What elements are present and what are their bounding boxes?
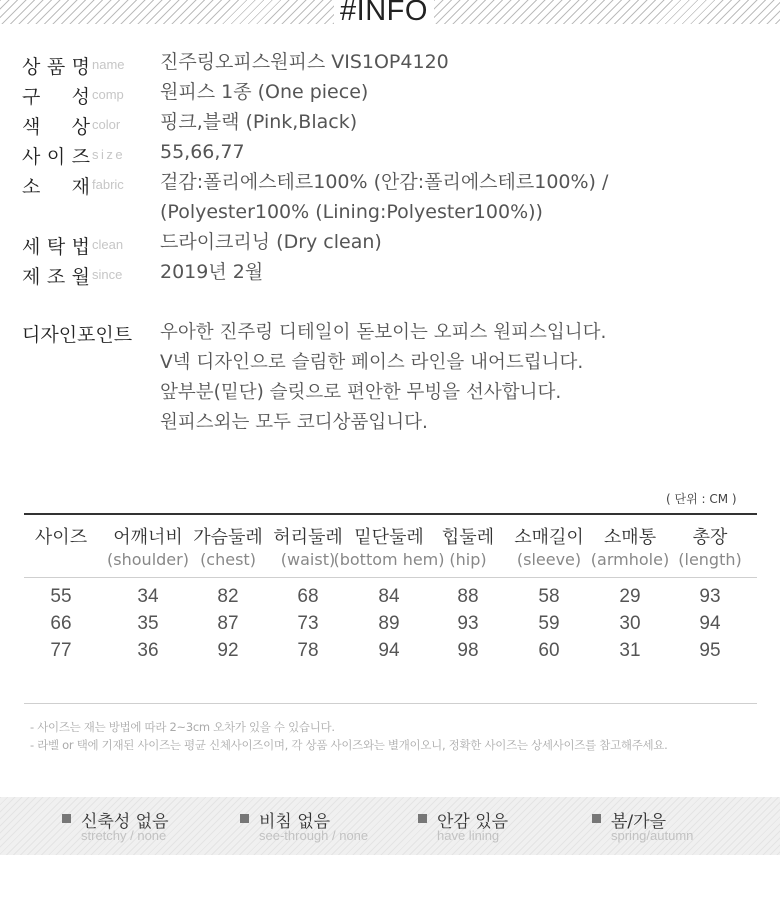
spec-value-line: 2019년 2월 bbox=[160, 261, 264, 283]
size-cell: 36 bbox=[137, 640, 159, 661]
spec-label-char: 즈 bbox=[71, 146, 90, 168]
size-col-subheader: (hip) bbox=[449, 550, 487, 569]
spec-label-char: 법 bbox=[71, 236, 90, 258]
size-col-header: 힙둘레 bbox=[441, 527, 495, 548]
spec-value-line: 겉감:폴리에스테르100% (안감:폴리에스테르100%) / bbox=[160, 171, 609, 193]
size-cell: 55 bbox=[50, 586, 72, 607]
spec-label-char: 성 bbox=[71, 86, 90, 108]
size-col-header: 총장 bbox=[692, 527, 728, 548]
spec-value-name bbox=[160, 47, 449, 77]
spec-label-char: 제 bbox=[22, 266, 41, 288]
spec-label-char: 소 bbox=[22, 176, 41, 198]
spec-en-comp: comp bbox=[92, 87, 124, 102]
size-col-subheader: (bottom hem) bbox=[333, 550, 445, 569]
size-col-subheader: (shoulder) bbox=[107, 550, 189, 569]
spec-label-char: 색 bbox=[22, 116, 41, 138]
spec-label-char: 탁 bbox=[46, 236, 66, 258]
size-cell: 58 bbox=[538, 586, 560, 607]
size-col-header: 밑단둘레 bbox=[354, 527, 424, 548]
size-cell: 35 bbox=[137, 613, 159, 634]
size-cell: 87 bbox=[217, 613, 239, 634]
size-cell: 34 bbox=[137, 586, 159, 607]
size-cell: 59 bbox=[538, 613, 560, 634]
size-cell: 98 bbox=[457, 640, 479, 661]
info-header bbox=[0, 0, 780, 27]
size-cell: 94 bbox=[699, 613, 721, 634]
design-point-line: 원피스외는 모두 코디상품입니다. bbox=[160, 412, 428, 433]
table-top-rule bbox=[24, 513, 757, 515]
spec-label-color bbox=[22, 112, 90, 139]
spec-value-since bbox=[160, 257, 263, 287]
feature-sub: have lining bbox=[437, 828, 500, 843]
spec-value-line: 진주링오피스원피스 VIS1OP4120 bbox=[160, 51, 449, 73]
design-point-line: 앞부분(밑단) 슬릿으로 편안한 무빙을 선사합니다. bbox=[160, 382, 562, 403]
size-cell: 82 bbox=[217, 586, 239, 607]
spec-en-clean: clean bbox=[92, 237, 124, 252]
spec-label-char: 상 bbox=[22, 56, 41, 78]
square-bullet-icon bbox=[240, 814, 249, 823]
size-cell: 84 bbox=[378, 586, 400, 607]
feature-label: 비침 없음 bbox=[259, 812, 331, 832]
size-cell: 93 bbox=[699, 586, 721, 607]
spec-en-color: color bbox=[92, 117, 121, 132]
feature-label: 봄/가을 bbox=[611, 812, 666, 832]
size-unit-label: ( 단위 : CM ) bbox=[666, 492, 737, 506]
feature-bar bbox=[0, 797, 780, 855]
design-point-line: V넥 디자인으로 슬림한 페이스 라인을 내어드립니다. bbox=[160, 352, 584, 373]
size-cell: 94 bbox=[378, 640, 400, 661]
feature-label: 안감 있음 bbox=[437, 812, 509, 832]
square-bullet-icon bbox=[592, 814, 601, 823]
size-cell: 77 bbox=[50, 640, 72, 661]
size-cell: 89 bbox=[378, 613, 400, 634]
feature-sub: stretchy / none bbox=[81, 828, 167, 843]
spec-label-char: 재 bbox=[71, 176, 90, 198]
size-cell: 68 bbox=[297, 586, 319, 607]
feature-label: 신축성 없음 bbox=[81, 812, 169, 832]
spec-label-since bbox=[22, 262, 90, 289]
spec-value-fabric bbox=[160, 167, 608, 227]
size-col-header: 소매통 bbox=[603, 527, 657, 548]
spec-label-char: 품 bbox=[46, 56, 66, 78]
design-point-label: 디자인포인트 bbox=[22, 324, 133, 346]
size-cell: 30 bbox=[619, 613, 641, 634]
spec-value-color bbox=[160, 107, 357, 137]
size-cell: 93 bbox=[457, 613, 479, 634]
spec-en-size: size bbox=[92, 147, 126, 162]
size-col-subheader: (waist) bbox=[280, 550, 336, 569]
size-note: - 사이즈는 재는 방법에 따라 2~3cm 오차가 있을 수 있습니다. bbox=[30, 720, 335, 734]
header-hatch-left bbox=[0, 0, 334, 24]
size-col-header: 가슴둘레 bbox=[193, 527, 263, 548]
square-bullet-icon bbox=[418, 814, 427, 823]
size-col-header: 어깨너비 bbox=[113, 527, 183, 548]
spec-label-char: 구 bbox=[22, 86, 41, 108]
size-cell: 73 bbox=[297, 613, 319, 634]
spec-en-since: since bbox=[92, 267, 123, 282]
spec-label-char: 상 bbox=[71, 116, 90, 138]
table-header-rule bbox=[24, 577, 757, 578]
spec-en-fabric: fabric bbox=[92, 177, 124, 192]
size-cell: 88 bbox=[457, 586, 479, 607]
spec-label-comp bbox=[22, 82, 90, 109]
spec-label-clean bbox=[22, 232, 90, 259]
spec-value-size bbox=[160, 137, 245, 167]
spec-label-fabric bbox=[22, 172, 90, 199]
size-col-header: 사이즈 bbox=[34, 527, 88, 548]
spec-value-line: (Polyester100% (Lining:Polyester100%)) bbox=[160, 201, 543, 223]
spec-label-char: 이 bbox=[46, 146, 66, 168]
feature-sub: spring/autumn bbox=[611, 828, 694, 843]
spec-label-size bbox=[22, 142, 90, 169]
design-point-line: 우아한 진주링 디테일이 돋보이는 오피스 원피스입니다. bbox=[160, 322, 607, 343]
size-col-subheader: (length) bbox=[678, 550, 742, 569]
size-col-header: 허리둘레 bbox=[273, 527, 343, 548]
info-title: #INFO bbox=[340, 0, 428, 27]
size-cell: 78 bbox=[297, 640, 319, 661]
spec-value-line: 핑크,블랙 (Pink,Black) bbox=[160, 111, 358, 133]
spec-value-line: 드라이크리닝 (Dry clean) bbox=[160, 231, 382, 253]
design-point-text bbox=[160, 318, 606, 438]
header-hatch-right bbox=[434, 0, 780, 24]
spec-en-name: name bbox=[92, 57, 125, 72]
size-cell: 92 bbox=[217, 640, 239, 661]
spec-value-clean bbox=[160, 227, 382, 257]
spec-label-char: 조 bbox=[46, 266, 66, 288]
table-bottom-rule bbox=[24, 703, 757, 704]
size-cell: 31 bbox=[619, 640, 641, 661]
spec-label-char: 월 bbox=[71, 266, 90, 288]
square-bullet-icon bbox=[62, 814, 71, 823]
size-cell: 95 bbox=[699, 640, 721, 661]
spec-label-char: 사 bbox=[22, 146, 41, 168]
feature-sub: see-through / none bbox=[259, 828, 369, 843]
size-col-header: 소매길이 bbox=[514, 527, 584, 548]
spec-label-name bbox=[22, 52, 90, 79]
size-cell: 66 bbox=[50, 613, 72, 634]
spec-label-char: 명 bbox=[71, 56, 90, 78]
size-note: - 라벨 or 택에 기재된 사이즈는 평균 신체사이즈이며, 각 상품 사이즈와는 별개이오니, 정확한 사이즈는 상세사이즈를 참고해주세요. bbox=[30, 738, 668, 752]
spec-value-line: 원피스 1종 (One piece) bbox=[160, 81, 369, 103]
size-cell: 60 bbox=[538, 640, 560, 661]
spec-label-char: 세 bbox=[22, 236, 41, 258]
size-col-subheader: (sleeve) bbox=[516, 550, 582, 569]
size-cell: 29 bbox=[619, 586, 641, 607]
spec-value-comp bbox=[160, 77, 368, 107]
spec-value-line: 55,66,77 bbox=[160, 141, 245, 163]
size-col-subheader: (chest) bbox=[200, 550, 256, 569]
size-col-subheader: (armhole) bbox=[590, 550, 670, 569]
